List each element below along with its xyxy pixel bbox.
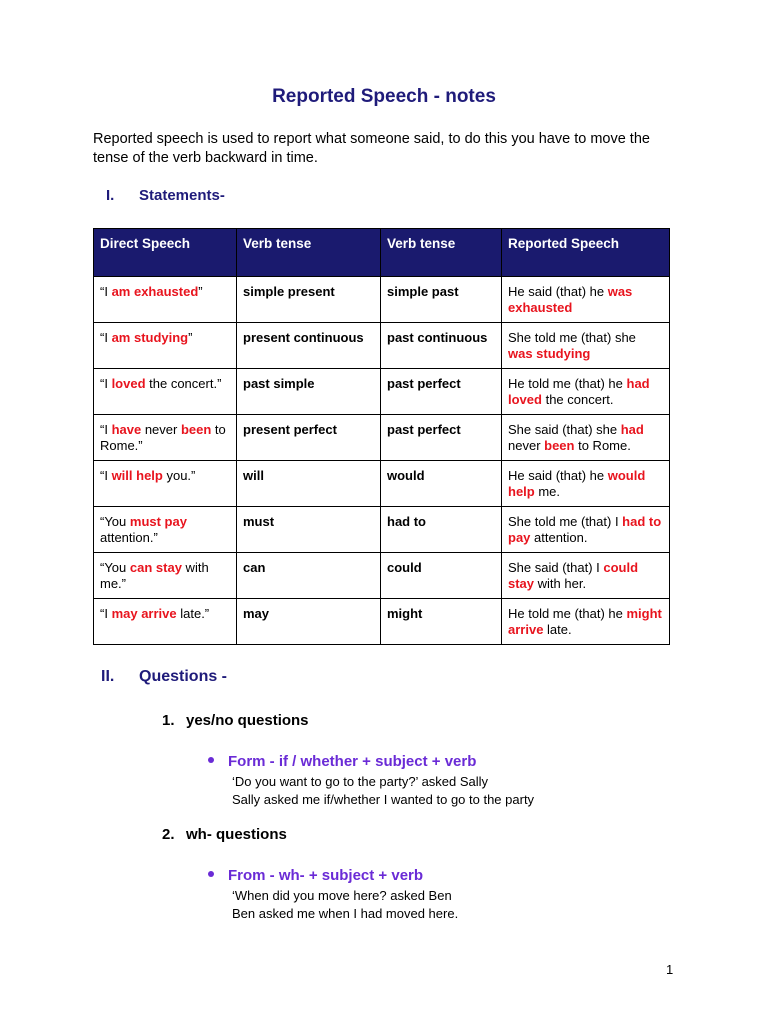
page-title: Reported Speech - notes bbox=[272, 86, 496, 107]
table-row bbox=[94, 323, 670, 369]
highlighted-verb: can stay bbox=[129, 560, 182, 575]
direct-speech-cell bbox=[94, 277, 237, 323]
verb-tense-cell: will bbox=[237, 461, 381, 507]
highlighted-verb: was exhausted bbox=[508, 284, 633, 315]
highlighted-verb: must pay bbox=[129, 514, 187, 529]
cell-text: “You bbox=[100, 514, 130, 529]
bullet-icon bbox=[208, 871, 214, 877]
example-reported: Sally asked me if/whether I wanted to go to the party bbox=[232, 792, 535, 807]
cell-text: with me.” bbox=[100, 560, 209, 591]
reported-speech-cell bbox=[502, 415, 670, 461]
cell-text: with her. bbox=[534, 576, 587, 591]
reported-speech-table bbox=[93, 228, 670, 645]
cell-text: never bbox=[141, 422, 181, 437]
table-row bbox=[94, 507, 670, 553]
highlighted-verb: will help bbox=[111, 468, 163, 483]
reported-speech-cell bbox=[502, 553, 670, 599]
section-number: II. bbox=[101, 668, 115, 685]
table-row bbox=[94, 415, 670, 461]
highlighted-verb: had loved bbox=[508, 376, 650, 407]
subheading-wh-questions bbox=[162, 826, 287, 843]
direct-speech-cell bbox=[94, 369, 237, 415]
column-header: Direct Speech bbox=[94, 229, 237, 277]
highlighted-verb: have bbox=[111, 422, 142, 437]
example-reported: Ben asked me when I had moved here. bbox=[232, 906, 459, 921]
example-direct: ‘When did you move here? asked Ben bbox=[232, 888, 452, 903]
table-row bbox=[94, 599, 670, 645]
verb-tense-cell: can bbox=[237, 553, 381, 599]
highlighted-verb: am studying bbox=[111, 330, 189, 345]
column-header: Verb tense bbox=[237, 229, 381, 277]
verb-tense-cell: had to bbox=[381, 507, 502, 553]
direct-speech-cell bbox=[94, 415, 237, 461]
column-header: Verb tense bbox=[381, 229, 502, 277]
cell-text: to Rome.” bbox=[100, 422, 226, 453]
cell-text: She said (that) I bbox=[508, 560, 604, 575]
highlighted-verb: been bbox=[180, 422, 212, 437]
cell-text: ” bbox=[198, 284, 203, 299]
intro-paragraph: Reported speech is used to report what someone said, to do this you have to move the tense of the verb backward in time. bbox=[93, 131, 650, 166]
highlighted-verb: loved bbox=[111, 376, 146, 391]
verb-tense-cell: past simple bbox=[237, 369, 381, 415]
cell-text: He said (that) he bbox=[508, 284, 608, 299]
form-rule-text: Form - if / whether + subject + verb bbox=[228, 753, 477, 770]
cell-text: She said (that) she bbox=[508, 422, 621, 437]
form-rule-wh bbox=[208, 867, 423, 884]
column-header: Reported Speech bbox=[502, 229, 670, 277]
example-yes-no bbox=[232, 773, 534, 809]
cell-text: the concert. bbox=[541, 392, 614, 407]
page-number: 1 bbox=[666, 962, 674, 977]
form-rule-text: From - wh- + subject + verb bbox=[228, 867, 424, 884]
cell-text: me. bbox=[534, 484, 561, 499]
cell-text: ” bbox=[188, 330, 193, 345]
table-body bbox=[94, 277, 670, 645]
table-row bbox=[94, 553, 670, 599]
verb-tense-cell: simple past bbox=[381, 277, 502, 323]
verb-tense-cell: might bbox=[381, 599, 502, 645]
cell-text: She told me (that) she bbox=[508, 330, 636, 345]
direct-speech-cell bbox=[94, 599, 237, 645]
table-header-row bbox=[94, 229, 670, 277]
reported-speech-cell bbox=[502, 277, 670, 323]
highlighted-verb: been bbox=[544, 438, 575, 453]
reported-speech-cell bbox=[502, 369, 670, 415]
cell-text: He said (that) he bbox=[508, 468, 608, 483]
cell-text: never bbox=[508, 438, 545, 453]
highlighted-verb: would help bbox=[508, 468, 646, 499]
cell-text: “I bbox=[100, 422, 112, 437]
cell-text: attention. bbox=[530, 530, 588, 545]
highlighted-verb: had bbox=[620, 422, 644, 437]
cell-text: She told me (that) I bbox=[508, 514, 623, 529]
cell-text: “I bbox=[100, 284, 112, 299]
reported-speech-cell bbox=[502, 461, 670, 507]
direct-speech-cell bbox=[94, 323, 237, 369]
table-row bbox=[94, 369, 670, 415]
section-heading-questions bbox=[101, 668, 227, 686]
cell-text: to Rome. bbox=[574, 438, 631, 453]
list-number: 2. bbox=[162, 826, 175, 843]
highlighted-verb: might arrive bbox=[508, 606, 662, 637]
section-label: Statements- bbox=[139, 187, 225, 204]
verb-tense-cell: present perfect bbox=[237, 415, 381, 461]
subheading-label: yes/no questions bbox=[186, 712, 309, 729]
section-label: Questions - bbox=[139, 668, 228, 685]
table-row bbox=[94, 461, 670, 507]
verb-tense-cell: could bbox=[381, 553, 502, 599]
cell-text: you.” bbox=[162, 468, 196, 483]
reported-speech-cell bbox=[502, 323, 670, 369]
cell-text: the concert.” bbox=[145, 376, 222, 391]
form-rule-yes-no bbox=[208, 753, 476, 770]
verb-tense-cell: simple present bbox=[237, 277, 381, 323]
list-number: 1. bbox=[162, 712, 175, 729]
highlighted-verb: am exhausted bbox=[111, 284, 199, 299]
cell-text: “I bbox=[100, 330, 112, 345]
table-row bbox=[94, 277, 670, 323]
verb-tense-cell: present continuous bbox=[237, 323, 381, 369]
verb-tense-cell: past perfect bbox=[381, 369, 502, 415]
cell-text: He told me (that) he bbox=[508, 606, 627, 621]
cell-text: late.” bbox=[176, 606, 210, 621]
section-number: I. bbox=[106, 187, 115, 204]
cell-text: “I bbox=[100, 376, 112, 391]
verb-tense-cell: past continuous bbox=[381, 323, 502, 369]
cell-text: “You bbox=[100, 560, 130, 575]
cell-text: attention.” bbox=[100, 530, 158, 545]
reported-speech-cell bbox=[502, 599, 670, 645]
cell-text: “I bbox=[100, 606, 112, 621]
cell-text: late. bbox=[543, 622, 572, 637]
highlighted-verb: could stay bbox=[508, 560, 639, 591]
direct-speech-cell bbox=[94, 461, 237, 507]
highlighted-verb: was studying bbox=[508, 346, 591, 361]
subheading-yes-no-questions bbox=[162, 712, 309, 729]
example-direct: ‘Do you want to go to the party?’ asked Sally bbox=[232, 774, 489, 789]
bullet-icon bbox=[208, 757, 214, 763]
direct-speech-cell bbox=[94, 507, 237, 553]
cell-text: “I bbox=[100, 468, 112, 483]
cell-text: He told me (that) he bbox=[508, 376, 627, 391]
verb-tense-cell: must bbox=[237, 507, 381, 553]
reported-speech-cell bbox=[502, 507, 670, 553]
verb-tense-cell: may bbox=[237, 599, 381, 645]
example-wh bbox=[232, 887, 458, 923]
verb-tense-cell: past perfect bbox=[381, 415, 502, 461]
direct-speech-cell bbox=[94, 553, 237, 599]
subheading-label: wh- questions bbox=[186, 826, 287, 843]
section-heading-statements bbox=[106, 187, 225, 204]
highlighted-verb: had to pay bbox=[508, 514, 662, 545]
verb-tense-cell: would bbox=[381, 461, 502, 507]
highlighted-verb: may arrive bbox=[111, 606, 177, 621]
